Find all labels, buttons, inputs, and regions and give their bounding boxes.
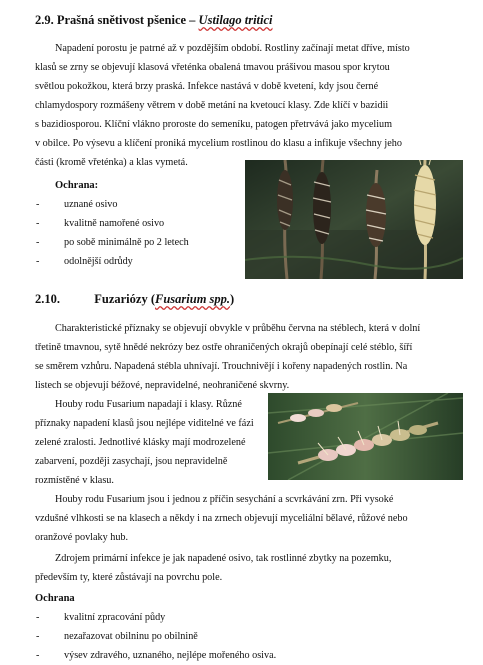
list-item: - kvalitně namořené osivo bbox=[36, 218, 165, 229]
section-heading-2-9 bbox=[35, 13, 273, 28]
text-line: Houby rodu Fusarium napadají i klasy. Různé bbox=[55, 399, 242, 410]
text-line: Houby rodu Fusarium jsou i jednou z příčin sesychání a scvrkávání zrn. Při vysoké bbox=[55, 494, 394, 505]
text-line: příznaky napadení klasů jsou nejlépe viditelné ve fázi bbox=[35, 418, 254, 429]
loose-smut-photo bbox=[245, 160, 463, 279]
protection-list bbox=[36, 608, 366, 665]
list-item: - nezařazovat obilninu po obilnině bbox=[36, 631, 198, 642]
text-line: v obilce. Po výsevu a klíčení proniká mycelium rostlinou do klasu a infikuje všechny jeho bbox=[35, 138, 402, 149]
text-line: světlou pokožkou, která brzy praská. Infekce nastává v době kvetení, kdy jsou černé bbox=[35, 81, 379, 92]
text-line: klasů se zrny se objevují klasová vřeténka obalená tmavou prášivou masou spor krytou bbox=[35, 62, 390, 73]
text-line: oranžové povlaky hub. bbox=[35, 532, 129, 543]
section-title: Fuzariózy ( bbox=[94, 292, 155, 306]
protection-heading: Ochrana bbox=[35, 593, 75, 604]
text-line: chlamydospory rozmášeny větrem v době metání na kvetoucí klasy. Zde klíčí v bazidii bbox=[35, 100, 389, 111]
list-item: - po sobě minimálně po 2 letech bbox=[36, 237, 189, 248]
protection-list bbox=[36, 195, 236, 271]
text-line: části (kromě vřeténka) a klas vymetá. bbox=[35, 157, 188, 168]
fusarium-photo bbox=[268, 393, 463, 480]
list-item: - kvalitní zpracování půdy bbox=[36, 612, 166, 623]
list-item: - uznané osivo bbox=[36, 199, 118, 210]
protection-heading: Ochrana: bbox=[55, 180, 99, 191]
text-line: s bazidiosporou. Klíční vlákno proroste do semeníku, patogen přetrvává jako mycelium bbox=[35, 119, 393, 130]
section-title: Prašná snětivost pšenice – bbox=[56, 13, 196, 27]
list-item: - výsev zdravého, uznaného, nejlépe mořeného osiva. bbox=[36, 650, 277, 661]
text-line: Zdrojem primární infekce je jak napadené osivo, tak rostlinné zbytky na pozemku, bbox=[55, 553, 392, 564]
text-line: vzdušné vlhkosti se na klasech a někdy i na zrnech objevují myceliální bělavé, růžové nebo bbox=[35, 513, 408, 524]
section-heading-2-10: 2.10. Fuzariózy (Fusarium spp.) bbox=[35, 292, 235, 306]
section-number: 2.10. bbox=[35, 292, 60, 306]
text-line: rozmístěné v klasu. bbox=[35, 475, 114, 486]
text-line: třetině tmavnou, sytě hnědé nekrózy bez ostře ohraničených okrajů obepínají celé stéblo, šíří bbox=[35, 342, 413, 353]
text-line: Napadení porostu je patrné až v pozdějším období. Rostliny začínají metat dříve, místo bbox=[55, 43, 410, 54]
text-line: Charakteristické příznaky se objevují obvykle v průběhu června na stéblech, která v dolní bbox=[55, 323, 421, 334]
text-line: se směrem vzhůru. Napadená stébla uhnívají. Trouchnivějí i kořeny napadených rostlin. Na bbox=[35, 361, 408, 372]
text-line: listech se objevují béžové, nepravidelné, neohraničené skvrny. bbox=[35, 380, 290, 391]
section-title-latin: Fusarium spp. bbox=[155, 292, 231, 306]
text-line: zelené zralosti. Jednotlivé klásky mají modrozelené bbox=[35, 437, 246, 448]
section-number: 2.9. bbox=[35, 13, 54, 27]
section-title-latin: Ustilago tritici bbox=[198, 13, 273, 27]
text-line: zabarvení, později zasychají, jsou nepravidelně bbox=[35, 456, 228, 467]
list-item: - odolnější odrůdy bbox=[36, 256, 133, 267]
text-line: především ty, které zůstávají na povrchu pole. bbox=[35, 572, 223, 583]
